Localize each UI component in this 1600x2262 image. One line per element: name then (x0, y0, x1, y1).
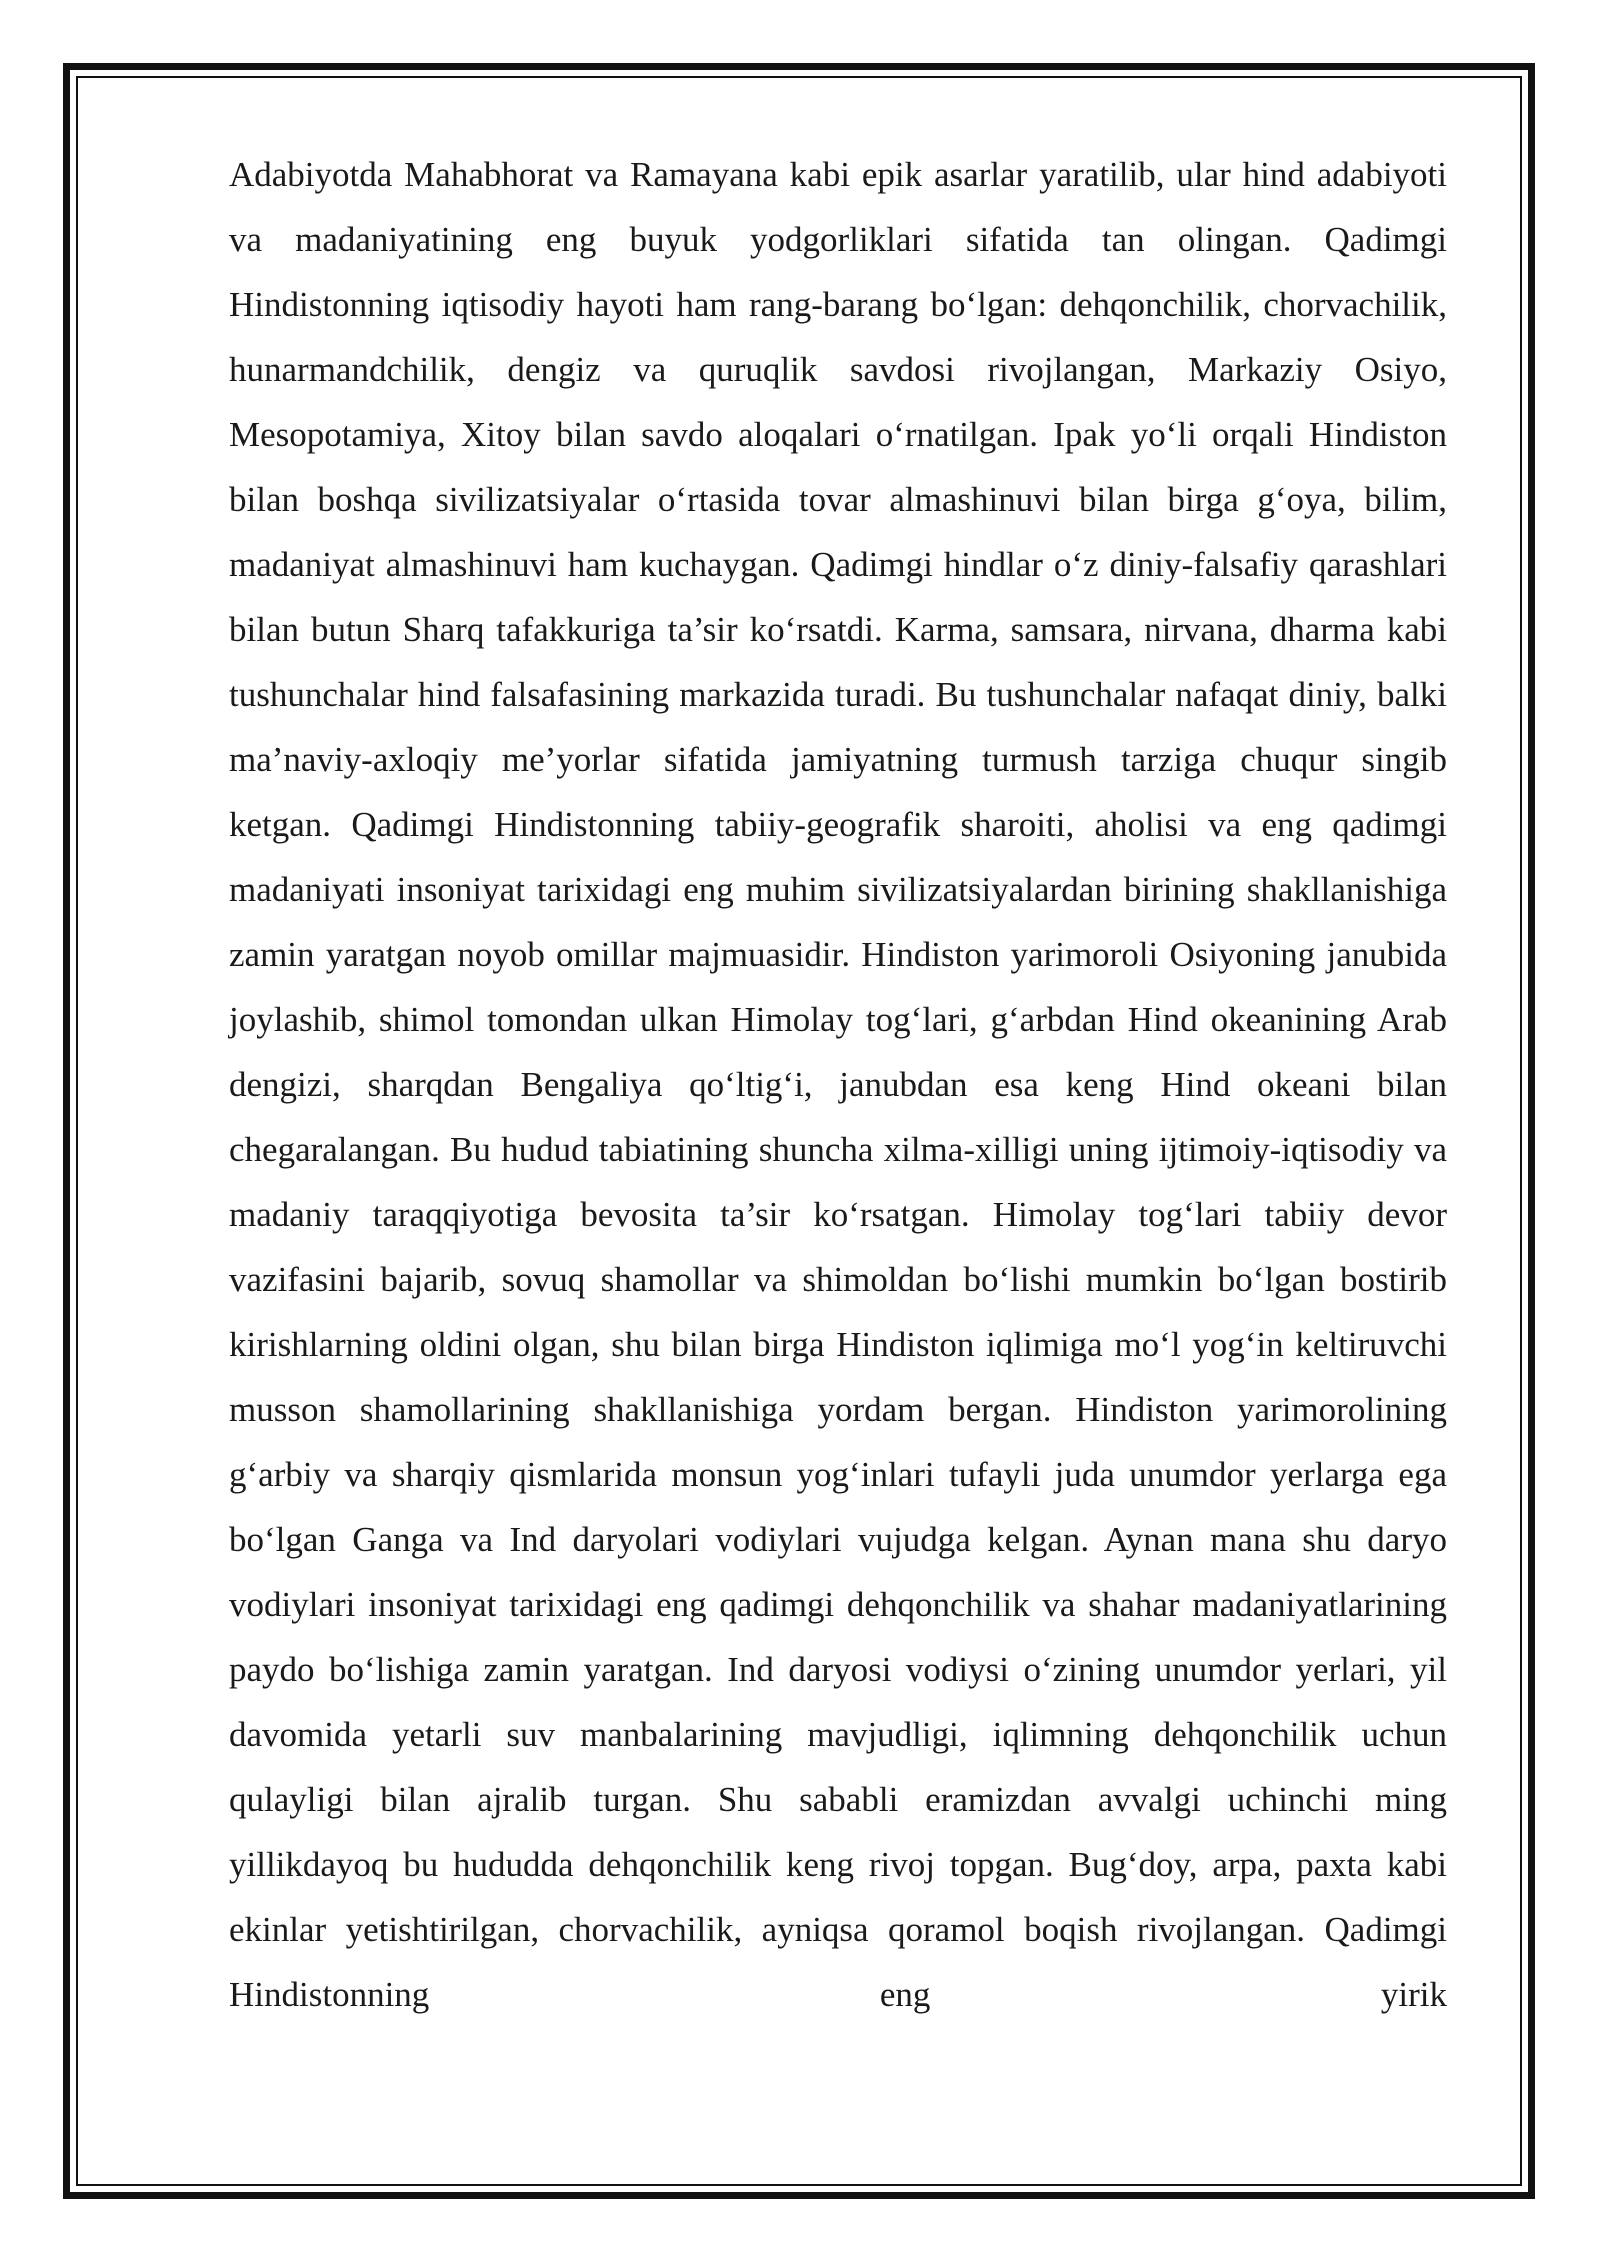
body-paragraph: Adabiyotda Mahabhorat va Ramayana kabi epik asarlar yaratilib, ular hind adabiyoti va madaniyatining eng buyuk yodgorliklari sifatida tan olingan. Qadimgi Hindistonning iqtisodiy hayoti ham rang-barang bo‘lgan: dehqonchilik, chorvachilik, hunarmandchilik, dengiz va quruqlik savdosi rivojlangan, Markaziy Osiyo, Mesopotamiya, Xitoy bilan savdo aloqalari o‘rnatilgan. Ipak yo‘li orqali Hindiston bilan boshqa sivilizatsiyalar o‘rtasida tovar almashinuvi bilan birga g‘oya, bilim, madaniyat almashinuvi ham kuchaygan. Qadimgi hindlar o‘z diniy-falsafiy qarashlari bilan butun Sharq tafakkuriga ta’sir ko‘rsatdi. Karma, samsara, nirvana, dharma kabi tushunchalar hind falsafasining markazida turadi. Bu tushunchalar nafaqat diniy, balki ma’naviy-axloqiy me’yorlar sifatida jamiyatning turmush tarziga chuqur singib ketgan. Qadimgi Hindistonning tabiiy-geografik sharoiti, aholisi va eng qadimgi madaniyati insoniyat tarixidagi eng muhim sivilizatsiyalardan birining shakllanishiga zamin yaratgan noyob omillar majmuasidir. Hindiston yarimoroli Osiyoning janubida joylashib, shimol tomondan ulkan Himolay tog‘lari, g‘arbdan Hind okeanining Arab dengizi, sharqdan Bengaliya qo‘ltig‘i, janubdan esa keng Hind okeani bilan chegaralangan. Bu hudud tabiatining shuncha xilma-xilligi uning ijtimoiy-iqtisodiy va madaniy taraqqiyotiga bevosita ta’sir ko‘rsatgan. Himolay tog‘lari tabiiy devor vazifasini bajarib, sovuq shamollar va shimoldan bo‘lishi mumkin bo‘lgan bostirib kirishlarning oldini olgan, shu bilan birga Hindiston iqlimiga mo‘l yog‘in keltiruvchi musson shamollarining shakllanishiga yordam bergan. Hindiston yarimorolining g‘arbiy va sharqiy qismlarida monsun yog‘inlari tufayli juda unumdor yerlarga ega bo‘lgan Ganga va Ind daryolari vodiylari vujudga kelgan. Aynan mana shu daryo vodiylari insoniyat tarixidagi eng qadimgi dehqonchilik va shahar madaniyatlarining paydo bo‘lishiga zamin yaratgan. Ind daryosi vodiysi o‘zining unumdor yerlari, yil davomida yetarli suv manbalarining mavjudligi, iqlimning dehqonchilik uchun qulayligi bilan ajralib turgan. Shu sababli eramizdan avvalgi uchinchi ming yillikdayoq bu hududda dehqonchilik keng rivoj topgan. Bug‘doy, arpa, paxta kabi ekinlar yetishtirilgan, chorvachilik, ayniqsa qoramol boqish rivojlangan. Qadimgi Hindistonning eng yirik (229, 155, 1447, 2014)
